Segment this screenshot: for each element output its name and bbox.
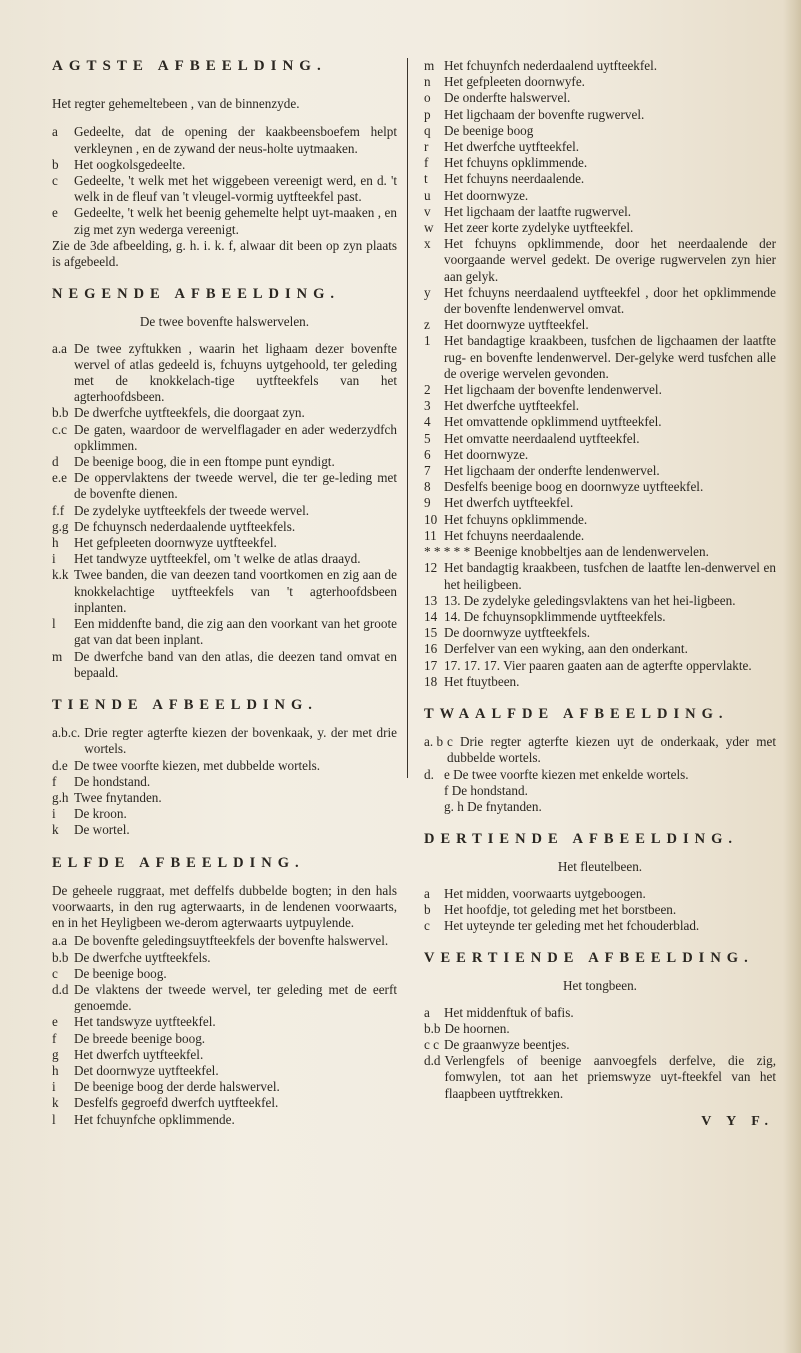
- section-subtitle: Het tongbeen.: [563, 978, 637, 994]
- legend-key: f: [424, 155, 429, 171]
- legend-text: Het dwerfche uytfteekfel.: [444, 398, 580, 414]
- right-column: [424, 58, 776, 1130]
- legend-key: 9: [424, 495, 431, 511]
- legend-text: De dwerfche uytfteekfels.: [74, 949, 211, 965]
- legend-text: Het middenftuk of bafis.: [444, 1004, 574, 1020]
- legend-key: e.e: [52, 470, 68, 486]
- left-column: [52, 58, 397, 1128]
- legend-text: Verlengfels of beenige aanvoegfels derfelve, die zig, fomwylen, tot aan het priemswyze uyt-fteekfel van het flaapbeen uytftrekken.: [444, 1053, 776, 1101]
- legend-entry: [52, 1079, 397, 1095]
- legend-text: De zydelyke uytfteekfels der tweede wervel.: [74, 502, 310, 518]
- legend-text: De beenige boog, die in een ftompe punt eyndigt.: [74, 454, 335, 470]
- legend-text: Het fchuynfch nederdaalend uytfteekfel.: [444, 58, 658, 73]
- legend-text: Het ftuytbeen.: [444, 673, 520, 689]
- legend-text: Het bandagtige kraakbeen, tusfchen de ligchaamen der laatfte rug- en bovenfte lendenwervel. Der-gelyke werd tusfchen alle de overige wervelen gevonden.: [444, 333, 776, 381]
- legend-text: Het ligchaam der laatfte rugwervel.: [444, 203, 632, 219]
- legend-text: g. h De fnytanden.: [444, 798, 542, 814]
- legend-text: Drie regter agterfte kiezen der bovenkaak, y. der met drie wortels.: [84, 725, 397, 757]
- legend-entry: [52, 1112, 397, 1128]
- legend-text: Gedeelte, dat de opening der kaakbeensboefem helpt verkleynen , en de zywand der neus-holte uytmaaken.: [74, 124, 397, 156]
- legend-text: 17. 17. 17. Vier paaren gaaten aan de agterfte oppervlakte.: [444, 657, 752, 673]
- legend-text: De beenige boog.: [74, 965, 167, 981]
- legend-key: a.a: [52, 340, 68, 356]
- legend-text: Twee banden, die van deezen tand voortkomen en zig aan de knokkelachtige uytfteekfels van 't agterhoofdsbeen inplanten.: [74, 567, 397, 615]
- legend-text: Gedeelte, 't welk het beenig gehemelte helpt uyt-maaken , en zig met zyn wederga vereenigt.: [74, 205, 397, 237]
- legend-entry: [424, 188, 776, 204]
- section-veertiende: [424, 950, 776, 1102]
- legend-entry: [424, 90, 776, 106]
- legend-key: 12: [424, 560, 438, 576]
- legend-key: d.d: [52, 981, 69, 997]
- legend-key: * * * * *: [424, 544, 471, 560]
- legend-text: De dwerfche uytfteekfels, die doorgaat zyn.: [74, 405, 305, 421]
- legend-key: 6: [424, 446, 431, 462]
- legend-text: Derfelver van een wyking, aan den onderkant.: [444, 641, 688, 657]
- legend-entry: [52, 519, 397, 535]
- legend-text: Gedeelte, 't welk met het wiggebeen vereenigt werd, en d. 't welk in de fleuf van 't vleugel-vormig uytfteekfel past.: [74, 173, 397, 205]
- legend-key: b.b: [52, 949, 69, 965]
- section-heading: VEERTIENDE AFBEELDING.: [424, 950, 754, 967]
- section-paragraph: De geheele ruggraat, met deffelfs dubbelde bogten; in den hals voorwaarts, in den rug agterwaarts, in de lendenen voorwaarts, en in het Heyligbeen we-derom agterwaarts uytpuylende.: [52, 882, 397, 931]
- running-head: AGTSTE AFBEELDING.: [52, 58, 327, 74]
- legend-text: Het hoofdje, tot geleding met het borstbeen.: [444, 901, 677, 917]
- legend-key: n: [424, 74, 431, 90]
- legend-key: a: [424, 885, 430, 901]
- legend-entry: [52, 616, 397, 648]
- legend-text: De vlaktens der tweede wervel, ter geleding met de eerft genoemde.: [74, 981, 397, 1014]
- section-elfde-cont: [424, 58, 776, 690]
- legend-entry: [424, 902, 776, 918]
- legend-entry: [52, 725, 397, 757]
- legend-text: Het doornwyze.: [444, 446, 529, 462]
- legend-entry: [424, 886, 776, 902]
- legend-entry: [424, 625, 776, 641]
- legend-text: Het doornwyze uytfteekfel.: [444, 317, 589, 333]
- legend-key: a: [424, 1004, 430, 1020]
- legend-text: Het ligchaam der onderfte lendenwervel.: [444, 463, 660, 479]
- section-heading: TWAALFDE AFBEELDING.: [424, 705, 729, 722]
- legend-key: d.d: [424, 1053, 441, 1069]
- legend-text: De kroon.: [74, 806, 127, 822]
- legend-entry: [424, 528, 776, 544]
- legend-entry: [52, 173, 397, 205]
- legend-entry: [52, 205, 397, 237]
- legend-entry: [424, 544, 776, 560]
- legend-entry: [424, 918, 776, 934]
- legend-key: c.c: [52, 421, 68, 437]
- legend-key: q: [424, 122, 431, 138]
- legend-key: a.b.c.: [52, 725, 81, 741]
- legend-key: a.a: [52, 933, 68, 949]
- section-negende: [52, 286, 397, 681]
- legend-key: l: [52, 616, 56, 632]
- legend-key: a. b: [424, 734, 444, 750]
- legend-key: 5: [424, 430, 431, 446]
- legend-entry: [424, 236, 776, 285]
- legend-entry: [52, 1014, 397, 1030]
- legend-entry: [52, 405, 397, 421]
- legend-text: Desfelfs beenige boog en doornwyze uytfteekfel.: [444, 479, 704, 495]
- legend-entry: [424, 58, 776, 74]
- legend-entry: [52, 950, 397, 966]
- legend-text: Het dwerfch uytfteekfel.: [74, 1046, 204, 1062]
- legend-entry: [52, 470, 397, 502]
- legend-key: h: [52, 1062, 59, 1078]
- legend-text: Het uyteynde ter geleding met het fchouderblad.: [444, 917, 700, 933]
- legend-key: m: [52, 648, 63, 664]
- legend-text: Het fchuyns neerdaalende.: [444, 527, 585, 543]
- legend-text: Het ligchaam der bovenfte rugwervel.: [444, 106, 645, 122]
- section-heading: TIENDE AFBEELDING.: [52, 696, 318, 713]
- legend-text: Het zeer korte zydelyke uytfteekfel.: [444, 220, 634, 236]
- legend-text: Twee fnytanden.: [74, 789, 162, 805]
- legend-entry: [52, 157, 397, 173]
- legend-text: Het ligchaam der bovenfte lendenwervel.: [444, 382, 662, 398]
- legend-entry: [424, 431, 776, 447]
- legend-key: e: [52, 1014, 58, 1030]
- legend-text: De fchuynsch nederdaalende uytfteekfels.: [74, 518, 296, 534]
- legend-key: c c: [424, 1036, 440, 1052]
- legend-text: De dwerfche band van den atlas, die deezen tand omvat en bepaald.: [74, 648, 397, 680]
- legend-text: Het fchuyns neerdaalende.: [444, 171, 585, 187]
- legend-entry: [424, 495, 776, 511]
- legend-text: Het fchuyns opklimmende.: [444, 155, 588, 171]
- legend-text: Het omvatte neerdaalend uytfteekfel.: [444, 430, 640, 446]
- legend-entry: [424, 171, 776, 187]
- legend-entry: [52, 1095, 397, 1111]
- legend-entry: [52, 341, 397, 406]
- legend-text: Het dwerfche uytfteekfel.: [444, 139, 580, 155]
- legend-entry: [424, 658, 776, 674]
- legend-key: o: [424, 90, 431, 106]
- legend-text: Het midden, voorwaarts uytgeboogen.: [444, 885, 646, 901]
- legend-key: l: [52, 1111, 56, 1127]
- legend-entry: [424, 333, 776, 382]
- legend-entry: [52, 649, 397, 681]
- legend-text: De twee zyftukken , waarin het lighaam dezer bovenfte wervel of atlas gedeeld is, fchuyns uytgehoold, ter geleding met de knokkelach-tige uytfteekfels van het agterhoofdsbeen.: [74, 340, 397, 405]
- legend-text: Beenige knobbeltjes aan de lendenwervelen.: [474, 544, 709, 560]
- legend-key: 1: [424, 333, 431, 349]
- legend-entry: [424, 220, 776, 236]
- legend-key: w: [424, 220, 434, 236]
- legend-key: m: [424, 58, 435, 73]
- legend-text: De breede beenige boog.: [74, 1030, 206, 1046]
- legend-key: f: [52, 1030, 57, 1046]
- legend-key: i: [52, 551, 56, 567]
- legend-text: De doornwyze uytfteekfels.: [444, 625, 591, 641]
- legend-key: b.b: [52, 405, 69, 421]
- legend-key: k.k: [52, 567, 69, 583]
- legend-text: De gaten, waardoor de wervelflagader en ader wederzydfch opklimmen.: [74, 421, 397, 453]
- legend-key: 7: [424, 463, 431, 479]
- legend-entry: [424, 734, 776, 766]
- legend-key: g.g: [52, 518, 69, 534]
- legend-key: v: [424, 203, 431, 219]
- legend-entry: [52, 758, 397, 774]
- legend-entry: [52, 454, 397, 470]
- legend-entry: [424, 1021, 776, 1037]
- legend-entry: [424, 447, 776, 463]
- legend-key: g: [52, 1046, 59, 1062]
- section-twaalfde: [424, 706, 776, 815]
- legend-key: x: [424, 236, 431, 252]
- legend-entry: [424, 285, 776, 317]
- legend-key: 3: [424, 398, 431, 414]
- legend-entry: [424, 74, 776, 90]
- legend-key: [424, 783, 444, 799]
- legend-key: f: [52, 773, 57, 789]
- legend-key: h: [52, 535, 59, 551]
- legend-text: De hondstand.: [74, 773, 151, 789]
- legend-key: e: [52, 205, 58, 221]
- legend-text: Een middenfte band, die zig aan den voorkant van het groote gat van dat been inplant.: [74, 616, 397, 648]
- legend-key: [424, 799, 444, 815]
- legend-key: c: [52, 965, 58, 981]
- legend-entry: [424, 609, 776, 625]
- legend-key: 14: [424, 608, 438, 624]
- legend-key: c: [52, 173, 58, 189]
- section-subtitle: De twee bovenfte halswervelen.: [139, 314, 310, 330]
- legend-key: z: [424, 317, 430, 333]
- legend-entry: [52, 124, 397, 156]
- legend-text: Het dwerfch uytfteekfel.: [444, 495, 574, 511]
- legend-key: r: [424, 139, 429, 155]
- legend-text: De graanwyze beentjes.: [444, 1036, 570, 1052]
- legend-text: Desfelfs gegroefd dwerfch uytfteekfel.: [74, 1095, 279, 1111]
- legend-text: De bovenfte geledingsuytfteekfels der bovenfte halswervel.: [74, 933, 389, 949]
- legend-key: b.b: [424, 1020, 441, 1036]
- legend-key: d: [52, 454, 59, 470]
- legend-entry: [424, 479, 776, 495]
- legend-text: Het gefpleeten doornwyfe.: [444, 74, 585, 90]
- legend-text: Het fchuyns neerdaalend uytfteekfel , door het opklimmende der bovenfte lendenwervel omvat.: [444, 284, 776, 317]
- legend-entry: [52, 790, 397, 806]
- legend-text: De wortel.: [74, 822, 130, 838]
- legend-key: 16: [424, 641, 438, 657]
- legend-text: Het fchuyns opklimmende.: [444, 511, 588, 527]
- legend-text: Het gefpleeten doornwyze uytfteekfel.: [74, 535, 277, 551]
- legend-key: u: [424, 187, 431, 203]
- legend-text: De oppervlaktens der tweede wervel, die ter ge-leding met de bovenfte dienen.: [74, 470, 397, 502]
- legend-entry: [424, 767, 776, 783]
- legend-key: i: [52, 1079, 56, 1095]
- section-subtitle: Het regter gehemeltebeen , van de binnenzyde.: [52, 96, 300, 112]
- section-dertiende: [424, 831, 776, 934]
- legend-entry: [52, 1031, 397, 1047]
- legend-entry: [424, 123, 776, 139]
- legend-key: k: [52, 1095, 59, 1111]
- legend-entry: [52, 567, 397, 616]
- legend-key: 15: [424, 625, 438, 641]
- legend-key: 11: [424, 527, 437, 543]
- legend-text: 14. De fchuynsopklimmende uytfteekfels.: [444, 608, 666, 624]
- legend-key: 10: [424, 511, 438, 527]
- legend-entry: [424, 317, 776, 333]
- legend-key: b: [52, 156, 59, 172]
- legend-text: Het fchuynfche opklimmende.: [74, 1111, 235, 1127]
- legend-key: 8: [424, 479, 431, 495]
- legend-entry: [424, 512, 776, 528]
- legend-text: Het oogkolsgedeelte.: [74, 156, 186, 172]
- legend-entry: [424, 463, 776, 479]
- legend-key: d.e: [52, 757, 68, 773]
- legend-entry: [424, 1005, 776, 1021]
- legend-text: De beenige boog der derde halswervel.: [74, 1079, 280, 1095]
- legend-entry: [52, 535, 397, 551]
- legend-text: 13. De zydelyke geledingsvlaktens van het hei-ligbeen.: [444, 592, 736, 608]
- legend-key: f.f: [52, 502, 65, 518]
- legend-entry: [424, 1053, 776, 1102]
- legend-entry: [424, 139, 776, 155]
- legend-entry: [424, 799, 776, 815]
- legend-key: b: [424, 901, 431, 917]
- legend-text: e De twee voorfte kiezen met enkelde wortels.: [444, 766, 689, 782]
- legend-key: d.: [424, 766, 434, 782]
- legend-entry: [424, 398, 776, 414]
- legend-key: y: [424, 284, 431, 300]
- legend-entry: [52, 551, 397, 567]
- legend-key: t: [424, 171, 428, 187]
- legend-entry: [52, 774, 397, 790]
- legend-key: 13: [424, 592, 438, 608]
- legend-entry: [424, 155, 776, 171]
- legend-key: 2: [424, 382, 431, 398]
- legend-entry: [52, 806, 397, 822]
- legend-entry: [424, 414, 776, 430]
- legend-entry: [52, 822, 397, 838]
- legend-text: c Drie regter agterfte kiezen uyt de onderkaak, yder met dubbelde wortels.: [447, 734, 776, 766]
- legend-text: Het tandswyze uytfteekfel.: [74, 1014, 216, 1030]
- legend-entry: [424, 560, 776, 592]
- legend-entry: [424, 1037, 776, 1053]
- section-paragraph: Zie de 3de afbeelding, g. h. i. k. f, alwaar dit been op zyn plaats is afgebeeld.: [52, 237, 397, 270]
- legend-key: a: [52, 124, 58, 140]
- legend-entry: [52, 933, 397, 949]
- legend-entry: [52, 422, 397, 454]
- legend-entry: [424, 674, 776, 690]
- legend-key: 4: [424, 414, 431, 430]
- legend-text: Het bandagtig kraakbeen, tusfchen de laatfte len-denwervel en het heiligbeen.: [444, 560, 776, 592]
- legend-key: 18: [424, 673, 438, 689]
- section-elfde: [52, 855, 397, 1128]
- section-heading: NEGENDE AFBEELDING.: [52, 286, 341, 303]
- section-heading: DERTIENDE AFBEELDING.: [424, 831, 739, 848]
- legend-text: De hoornen.: [444, 1020, 510, 1036]
- legend-text: Het doornwyze.: [444, 187, 529, 203]
- legend-entry: [52, 966, 397, 982]
- section-agtste: [52, 96, 397, 270]
- legend-entry: [52, 1047, 397, 1063]
- legend-key: i: [52, 806, 56, 822]
- legend-key: g.h: [52, 789, 69, 805]
- legend-text: Het fchuyns opklimmende, door het neerdaalende der voorgaande wervel gedekt. De overige rugwervelen zyn hier aan gelyk.: [444, 236, 776, 284]
- section-tiende: [52, 697, 397, 839]
- legend-key: c: [424, 917, 430, 933]
- legend-entry: [424, 783, 776, 799]
- legend-key: k: [52, 822, 59, 838]
- legend-text: De beenige boog: [444, 122, 534, 138]
- legend-text: f De hondstand.: [444, 782, 528, 798]
- legend-text: Het tandwyze uytfteekfel, om 't welke de atlas draayd.: [74, 551, 361, 567]
- legend-entry: [424, 641, 776, 657]
- legend-entry: [424, 107, 776, 123]
- legend-text: Het omvattende opklimmend uytfteekfel.: [444, 414, 662, 430]
- section-subtitle: Het fleutelbeen.: [557, 859, 643, 875]
- legend-entry: [424, 204, 776, 220]
- catchword: V Y F.: [701, 1113, 774, 1129]
- legend-entry: [52, 503, 397, 519]
- page-edge-shadow: [783, 0, 801, 1353]
- legend-entry: [52, 982, 397, 1014]
- legend-entry: [424, 593, 776, 609]
- column-divider: [407, 58, 408, 778]
- legend-text: Det doornwyze uytfteekfel.: [74, 1062, 219, 1078]
- legend-key: p: [424, 106, 431, 122]
- legend-text: De onderfte halswervel.: [444, 90, 571, 106]
- legend-text: De twee voorfte kiezen, met dubbelde wortels.: [74, 757, 321, 773]
- legend-entry: [52, 1063, 397, 1079]
- legend-key: 17: [424, 657, 438, 673]
- legend-entry: [424, 382, 776, 398]
- section-heading: ELFDE AFBEELDING.: [52, 854, 305, 871]
